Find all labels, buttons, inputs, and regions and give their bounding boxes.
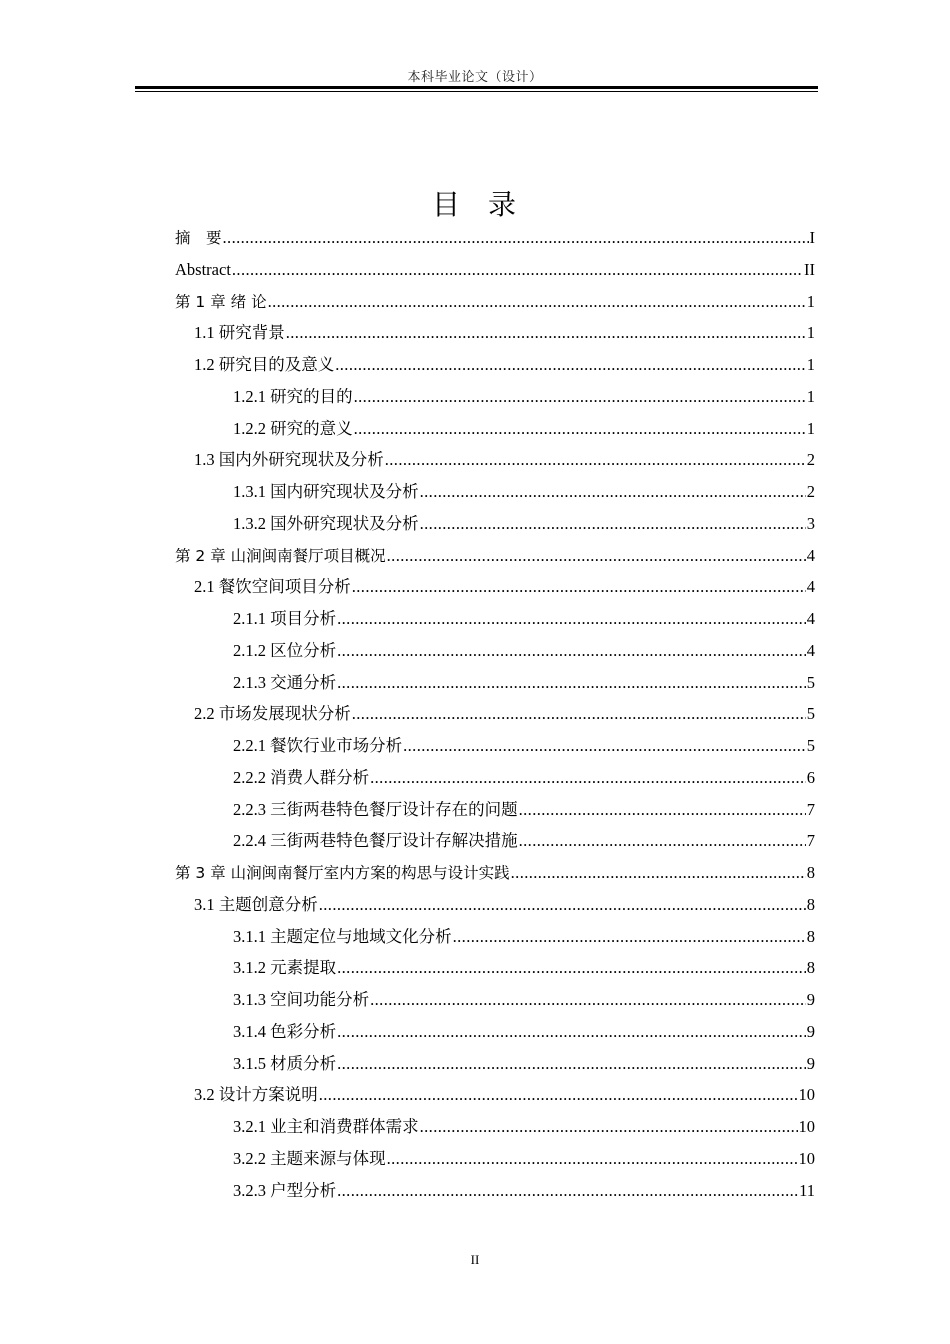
toc-entry[interactable] bbox=[175, 762, 815, 794]
toc-entry-label: Abstract bbox=[175, 259, 231, 279]
toc-dot-leader bbox=[387, 1143, 798, 1175]
toc-entry-page: 9 bbox=[806, 1021, 815, 1041]
toc-dot-leader bbox=[337, 1048, 806, 1080]
toc-entry[interactable] bbox=[175, 349, 815, 381]
toc-entry-label: 2.2.1 餐饮行业市场分析 bbox=[233, 736, 403, 755]
toc-entry-page: 7 bbox=[806, 831, 815, 851]
toc-dot-leader bbox=[519, 794, 806, 826]
toc-entry-page: 9 bbox=[806, 1053, 815, 1073]
toc-entry-label: 2.2.3 三街两巷特色餐厅设计存在的问题 bbox=[233, 799, 518, 819]
toc-entry[interactable] bbox=[175, 730, 815, 762]
toc-dot-leader bbox=[337, 667, 806, 699]
toc-dot-leader bbox=[519, 825, 806, 857]
toc-dot-leader bbox=[232, 254, 803, 286]
toc-entry[interactable] bbox=[175, 794, 815, 826]
toc-entry-label: 2.1.2 区位分析 bbox=[233, 640, 337, 660]
toc-entry[interactable] bbox=[175, 413, 815, 445]
toc-entry[interactable] bbox=[175, 984, 815, 1016]
toc-dot-leader bbox=[420, 1111, 798, 1143]
toc-entry[interactable] bbox=[175, 603, 815, 635]
toc-entry-page: 8 bbox=[806, 863, 815, 882]
toc-entry[interactable] bbox=[175, 921, 815, 953]
toc-entry-page: 2 bbox=[806, 482, 815, 501]
toc-entry-page: 4 bbox=[806, 640, 815, 660]
toc-entry-label: 1.3.1 国内研究现状及分析 bbox=[233, 482, 419, 501]
toc-dot-leader bbox=[385, 444, 806, 476]
toc-entry-page: I bbox=[809, 228, 815, 247]
toc-entry[interactable] bbox=[175, 540, 815, 572]
header-rule bbox=[135, 86, 818, 89]
toc-dot-leader bbox=[352, 571, 806, 603]
toc-dot-leader bbox=[268, 286, 806, 318]
toc-entry-page: 10 bbox=[798, 1117, 815, 1136]
toc-entry[interactable] bbox=[175, 317, 815, 349]
toc-dot-leader bbox=[370, 984, 806, 1016]
toc-entry-label: 第 1 章 绪 论 bbox=[175, 292, 267, 311]
toc-dot-leader bbox=[335, 349, 806, 381]
toc-entry-label: 摘 要 bbox=[175, 229, 222, 247]
toc-entry-page: 1 bbox=[806, 323, 815, 343]
toc-entry-page: 5 bbox=[806, 736, 815, 755]
toc-entry-label: 第 2 章 山涧闽南餐厅项目概况 bbox=[175, 546, 386, 565]
toc-entry-label: 第 3 章 山涧闽南餐厅室内方案的构思与设计实践 bbox=[175, 864, 510, 882]
title-char-2: 录 bbox=[488, 190, 519, 221]
toc-dot-leader bbox=[286, 317, 806, 349]
toc-entry[interactable] bbox=[175, 476, 815, 508]
toc-entry-label: 1.2.1 研究的目的 bbox=[233, 386, 353, 406]
toc-entry-page: 7 bbox=[806, 799, 815, 819]
toc-entry-label: 2.2.2 消费人群分析 bbox=[233, 767, 370, 787]
toc-dot-leader bbox=[319, 1079, 798, 1111]
toc-dot-leader bbox=[511, 857, 806, 889]
toc-entry[interactable] bbox=[175, 444, 815, 476]
toc-entry-page: 10 bbox=[798, 1148, 815, 1168]
toc-entry-page: 2 bbox=[806, 450, 815, 470]
toc-entry-label: 2.1.3 交通分析 bbox=[233, 672, 337, 692]
toc-entry-label: 1.2.2 研究的意义 bbox=[233, 418, 353, 438]
toc-entry[interactable] bbox=[175, 635, 815, 667]
toc-entry[interactable] bbox=[175, 1175, 815, 1207]
toc-dot-leader bbox=[387, 540, 806, 572]
toc-entry-label: 3.1.1 主题定位与地域文化分析 bbox=[233, 926, 452, 946]
toc-entry-label: 2.2 市场发展现状分析 bbox=[194, 704, 351, 724]
toc-entry-label: 2.2.4 三街两巷特色餐厅设计存解决措施 bbox=[233, 831, 518, 851]
toc-entry[interactable] bbox=[175, 1143, 815, 1175]
toc-dot-leader bbox=[420, 476, 806, 508]
toc-entry-page: 5 bbox=[806, 672, 815, 692]
toc-entry-label: 1.1 研究背景 bbox=[194, 323, 285, 343]
toc-entry-page: 10 bbox=[798, 1085, 815, 1105]
toc-entry-label: 3.2 设计方案说明 bbox=[194, 1085, 318, 1105]
toc-entry-page: 5 bbox=[806, 704, 815, 724]
toc-dot-leader bbox=[403, 730, 806, 762]
toc-entry-label: 3.1.3 空间功能分析 bbox=[233, 990, 370, 1009]
toc-entry-page: 4 bbox=[806, 545, 815, 565]
toc-dot-leader bbox=[319, 889, 806, 921]
toc-entry[interactable] bbox=[175, 667, 815, 699]
toc-dot-leader bbox=[337, 952, 806, 984]
toc-dot-leader bbox=[337, 635, 806, 667]
toc-entry-page: 11 bbox=[799, 1180, 815, 1200]
toc-entry-page: 1 bbox=[806, 386, 815, 406]
toc-entry[interactable] bbox=[175, 381, 815, 413]
toc-dot-leader bbox=[370, 762, 806, 794]
toc-entry-label: 3.1.5 材质分析 bbox=[233, 1053, 337, 1073]
toc-dot-leader bbox=[352, 698, 806, 730]
toc-entry[interactable] bbox=[175, 825, 815, 857]
toc-entry[interactable] bbox=[175, 1111, 815, 1143]
title-char-1: 目 bbox=[431, 190, 462, 221]
toc-entry-label: 3.1 主题创意分析 bbox=[194, 894, 318, 914]
toc-entry-label: 2.1 餐饮空间项目分析 bbox=[194, 577, 351, 597]
toc-entry[interactable] bbox=[175, 1079, 815, 1111]
toc-dot-leader bbox=[420, 508, 806, 540]
toc-entry[interactable] bbox=[175, 222, 815, 254]
toc-entry-page: 1 bbox=[806, 355, 815, 374]
toc-dot-leader bbox=[337, 1016, 806, 1048]
toc-entry[interactable] bbox=[175, 254, 815, 286]
running-header: 本科毕业论文（设计） bbox=[407, 69, 543, 84]
footer-page-number: II bbox=[470, 1252, 480, 1267]
toc-entry[interactable] bbox=[175, 698, 815, 730]
toc-entry-page: 1 bbox=[806, 418, 815, 438]
toc-entry-page: II bbox=[804, 259, 815, 279]
toc-dot-leader bbox=[354, 381, 806, 413]
toc-entry[interactable] bbox=[175, 1016, 815, 1048]
toc-entry-page: 4 bbox=[806, 609, 815, 628]
toc-dot-leader bbox=[354, 413, 806, 445]
toc-entry-page: 8 bbox=[806, 894, 815, 914]
toc-entry-page: 8 bbox=[806, 958, 815, 978]
toc-entry[interactable] bbox=[175, 952, 815, 984]
toc-entry-page: 1 bbox=[806, 291, 815, 311]
toc-entry-label: 3.2.3 户型分析 bbox=[233, 1180, 337, 1200]
toc-dot-leader bbox=[223, 222, 809, 254]
toc-dot-leader bbox=[453, 921, 806, 953]
toc-entry[interactable] bbox=[175, 286, 815, 318]
toc-entry-label: 1.3 国内外研究现状及分析 bbox=[194, 450, 384, 470]
toc-dot-leader bbox=[337, 1175, 798, 1207]
toc-entry-page: 4 bbox=[806, 577, 815, 597]
toc-entry-label: 1.3.2 国外研究现状及分析 bbox=[233, 513, 419, 533]
toc-entry-label: 3.2.1 业主和消费群体需求 bbox=[233, 1117, 419, 1136]
toc-entry[interactable] bbox=[175, 1048, 815, 1080]
header-rule-thin bbox=[135, 91, 818, 92]
toc-entry[interactable] bbox=[175, 508, 815, 540]
toc-entry-page: 8 bbox=[806, 926, 815, 946]
toc-entry[interactable] bbox=[175, 889, 815, 921]
toc-entry-label: 3.1.2 元素提取 bbox=[233, 958, 337, 978]
toc-entry[interactable] bbox=[175, 857, 815, 889]
toc-dot-leader bbox=[337, 603, 806, 635]
page-title bbox=[0, 183, 950, 223]
toc-entry-page: 3 bbox=[806, 513, 815, 533]
toc-entry-label: 3.2.2 主题来源与体现 bbox=[233, 1148, 386, 1168]
table-of-contents bbox=[175, 222, 815, 1206]
toc-entry-label: 3.1.4 色彩分析 bbox=[233, 1021, 337, 1041]
toc-entry[interactable] bbox=[175, 571, 815, 603]
toc-entry-label: 2.1.1 项目分析 bbox=[233, 609, 337, 628]
toc-entry-page: 6 bbox=[806, 767, 815, 787]
toc-entry-label: 1.2 研究目的及意义 bbox=[194, 355, 335, 374]
toc-entry-page: 9 bbox=[806, 990, 815, 1009]
